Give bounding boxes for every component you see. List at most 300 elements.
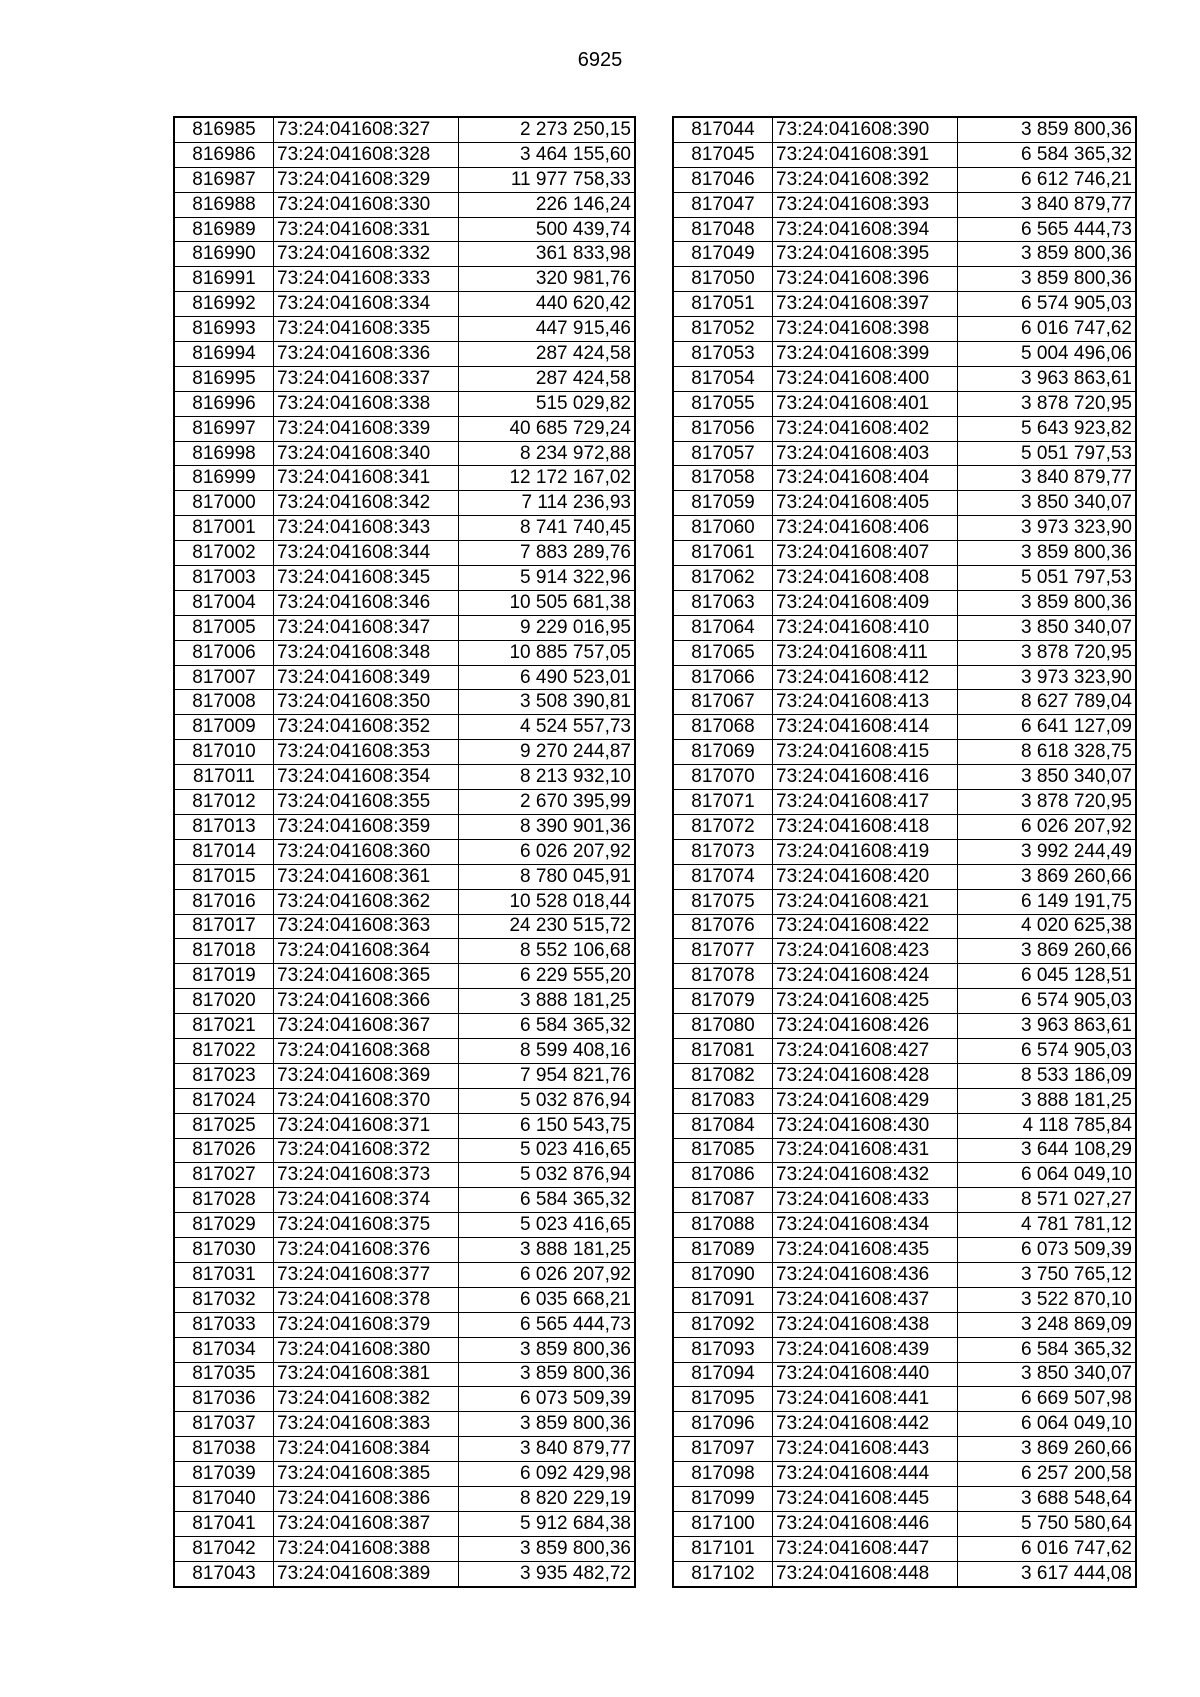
- table-row: [673, 1387, 1136, 1412]
- record-id-cell: 817053: [673, 342, 773, 367]
- record-id-cell: 817072: [673, 814, 773, 839]
- table-row: [673, 889, 1136, 914]
- table-row: [174, 615, 635, 640]
- cadastral-number-cell: 73:24:041608:403: [773, 441, 958, 466]
- table-row: [673, 665, 1136, 690]
- table-row: [174, 864, 635, 889]
- record-id-cell: 816986: [174, 142, 274, 167]
- cadastral-number-cell: 73:24:041608:344: [274, 541, 459, 566]
- record-id-cell: 817049: [673, 242, 773, 267]
- table-row: [673, 1362, 1136, 1387]
- value-cell: 10 505 681,38: [459, 590, 636, 615]
- record-id-cell: 817042: [174, 1536, 274, 1561]
- cadastral-number-cell: 73:24:041608:374: [274, 1188, 459, 1213]
- cadastral-number-cell: 73:24:041608:444: [773, 1462, 958, 1487]
- cadastral-number-cell: 73:24:041608:377: [274, 1262, 459, 1287]
- value-cell: 40 685 729,24: [459, 416, 636, 441]
- table-row: [673, 939, 1136, 964]
- record-id-cell: 817029: [174, 1213, 274, 1238]
- value-cell: 3 878 720,95: [958, 640, 1137, 665]
- value-cell: 3 973 323,90: [958, 516, 1137, 541]
- value-cell: 4 524 557,73: [459, 715, 636, 740]
- cadastral-number-cell: 73:24:041608:383: [274, 1412, 459, 1437]
- table-row: [174, 814, 635, 839]
- value-cell: 8 234 972,88: [459, 441, 636, 466]
- table-row: [174, 117, 635, 142]
- cadastral-number-cell: 73:24:041608:433: [773, 1188, 958, 1213]
- record-id-cell: 816988: [174, 192, 274, 217]
- record-id-cell: 817005: [174, 615, 274, 640]
- table-row: [174, 1138, 635, 1163]
- value-cell: 3 508 390,81: [459, 690, 636, 715]
- record-id-cell: 816990: [174, 242, 274, 267]
- cadastral-number-cell: 73:24:041608:372: [274, 1138, 459, 1163]
- value-cell: 2 670 395,99: [459, 790, 636, 815]
- cadastral-number-cell: 73:24:041608:349: [274, 665, 459, 690]
- table-row: [673, 366, 1136, 391]
- cadastral-number-cell: 73:24:041608:406: [773, 516, 958, 541]
- value-cell: 5 051 797,53: [958, 441, 1137, 466]
- cadastral-number-cell: 73:24:041608:365: [274, 964, 459, 989]
- table-row: [174, 989, 635, 1014]
- record-id-cell: 817024: [174, 1088, 274, 1113]
- cadastral-number-cell: 73:24:041608:371: [274, 1113, 459, 1138]
- record-id-cell: 817021: [174, 1014, 274, 1039]
- cadastral-number-cell: 73:24:041608:410: [773, 615, 958, 640]
- table-row: [174, 466, 635, 491]
- cadastral-number-cell: 73:24:041608:422: [773, 914, 958, 939]
- value-cell: 6 150 543,75: [459, 1113, 636, 1138]
- cadastral-number-cell: 73:24:041608:348: [274, 640, 459, 665]
- value-cell: 6 064 049,10: [958, 1412, 1137, 1437]
- record-id-cell: 817023: [174, 1063, 274, 1088]
- cadastral-number-cell: 73:24:041608:370: [274, 1088, 459, 1113]
- cadastral-number-cell: 73:24:041608:446: [773, 1511, 958, 1536]
- table-row: [673, 1312, 1136, 1337]
- record-id-cell: 817091: [673, 1287, 773, 1312]
- table-row: [673, 790, 1136, 815]
- record-id-cell: 817094: [673, 1362, 773, 1387]
- cadastral-number-cell: 73:24:041608:331: [274, 217, 459, 242]
- cadastral-number-cell: 73:24:041608:416: [773, 765, 958, 790]
- value-cell: 3 869 260,66: [958, 864, 1137, 889]
- value-cell: 5 051 797,53: [958, 566, 1137, 591]
- record-id-cell: 817086: [673, 1163, 773, 1188]
- value-cell: 6 026 207,92: [459, 1262, 636, 1287]
- record-id-cell: 817080: [673, 1014, 773, 1039]
- cadastral-number-cell: 73:24:041608:423: [773, 939, 958, 964]
- value-cell: 6 565 444,73: [459, 1312, 636, 1337]
- value-cell: 6 641 127,09: [958, 715, 1137, 740]
- table-row: [673, 142, 1136, 167]
- record-id-cell: 817095: [673, 1387, 773, 1412]
- cadastral-number-cell: 73:24:041608:420: [773, 864, 958, 889]
- table-row: [673, 1536, 1136, 1561]
- table-row: [673, 1238, 1136, 1263]
- record-id-cell: 817027: [174, 1163, 274, 1188]
- table-row: [673, 1287, 1136, 1312]
- table-row: [174, 1188, 635, 1213]
- cadastral-number-cell: 73:24:041608:355: [274, 790, 459, 815]
- value-cell: 7 954 821,76: [459, 1063, 636, 1088]
- cadastral-number-cell: 73:24:041608:353: [274, 740, 459, 765]
- cadastral-number-cell: 73:24:041608:412: [773, 665, 958, 690]
- table-row: [673, 1412, 1136, 1437]
- record-id-cell: 817041: [174, 1511, 274, 1536]
- table-row: [673, 1038, 1136, 1063]
- value-cell: 3 888 181,25: [459, 989, 636, 1014]
- table-row: [673, 416, 1136, 441]
- record-id-cell: 816994: [174, 342, 274, 367]
- record-id-cell: 817010: [174, 740, 274, 765]
- table-row: [174, 1113, 635, 1138]
- cadastral-number-cell: 73:24:041608:379: [274, 1312, 459, 1337]
- value-cell: 12 172 167,02: [459, 466, 636, 491]
- value-cell: 3 878 720,95: [958, 391, 1137, 416]
- cadastral-number-cell: 73:24:041608:393: [773, 192, 958, 217]
- cadastral-number-cell: 73:24:041608:408: [773, 566, 958, 591]
- value-cell: 6 612 746,21: [958, 167, 1137, 192]
- value-cell: 440 620,42: [459, 292, 636, 317]
- record-id-cell: 817052: [673, 317, 773, 342]
- record-id-cell: 817025: [174, 1113, 274, 1138]
- value-cell: 6 574 905,03: [958, 292, 1137, 317]
- value-cell: 8 618 328,75: [958, 740, 1137, 765]
- record-id-cell: 817066: [673, 665, 773, 690]
- table-row: [673, 814, 1136, 839]
- value-cell: 8 780 045,91: [459, 864, 636, 889]
- record-id-cell: 817074: [673, 864, 773, 889]
- record-id-cell: 817034: [174, 1337, 274, 1362]
- cadastral-number-cell: 73:24:041608:414: [773, 715, 958, 740]
- record-id-cell: 817062: [673, 566, 773, 591]
- table-row: [174, 541, 635, 566]
- left-data-table: [173, 116, 636, 1588]
- table-row: [174, 964, 635, 989]
- table-row: [174, 690, 635, 715]
- cadastral-number-cell: 73:24:041608:389: [274, 1561, 459, 1586]
- record-id-cell: 817045: [673, 142, 773, 167]
- table-row: [174, 1287, 635, 1312]
- cadastral-number-cell: 73:24:041608:333: [274, 267, 459, 292]
- value-cell: 6 565 444,73: [958, 217, 1137, 242]
- cadastral-number-cell: 73:24:041608:337: [274, 366, 459, 391]
- cadastral-number-cell: 73:24:041608:409: [773, 590, 958, 615]
- cadastral-number-cell: 73:24:041608:400: [773, 366, 958, 391]
- table-row: [174, 1262, 635, 1287]
- cadastral-number-cell: 73:24:041608:443: [773, 1437, 958, 1462]
- table-row: [673, 1138, 1136, 1163]
- cadastral-number-cell: 73:24:041608:421: [773, 889, 958, 914]
- table-row: [174, 1238, 635, 1263]
- value-cell: 3 878 720,95: [958, 790, 1137, 815]
- record-id-cell: 817098: [673, 1462, 773, 1487]
- value-cell: 3 888 181,25: [459, 1238, 636, 1263]
- record-id-cell: 817054: [673, 366, 773, 391]
- record-id-cell: 817078: [673, 964, 773, 989]
- record-id-cell: 817092: [673, 1312, 773, 1337]
- value-cell: 500 439,74: [459, 217, 636, 242]
- table-row: [673, 1188, 1136, 1213]
- value-cell: 3 935 482,72: [459, 1561, 636, 1586]
- record-id-cell: 817018: [174, 939, 274, 964]
- value-cell: 3 859 800,36: [958, 541, 1137, 566]
- cadastral-number-cell: 73:24:041608:328: [274, 142, 459, 167]
- cadastral-number-cell: 73:24:041608:432: [773, 1163, 958, 1188]
- record-id-cell: 817096: [673, 1412, 773, 1437]
- record-id-cell: 817044: [673, 117, 773, 142]
- cadastral-number-cell: 73:24:041608:347: [274, 615, 459, 640]
- table-row: [174, 1536, 635, 1561]
- table-row: [673, 964, 1136, 989]
- record-id-cell: 817064: [673, 615, 773, 640]
- cadastral-number-cell: 73:24:041608:439: [773, 1337, 958, 1362]
- table-row: [174, 366, 635, 391]
- table-row: [673, 1337, 1136, 1362]
- record-id-cell: 817067: [673, 690, 773, 715]
- cadastral-number-cell: 73:24:041608:413: [773, 690, 958, 715]
- cadastral-number-cell: 73:24:041608:402: [773, 416, 958, 441]
- value-cell: 3 888 181,25: [958, 1088, 1137, 1113]
- table-row: [174, 1462, 635, 1487]
- table-row: [673, 615, 1136, 640]
- cadastral-number-cell: 73:24:041608:339: [274, 416, 459, 441]
- cadastral-number-cell: 73:24:041608:438: [773, 1312, 958, 1337]
- table-row: [673, 1163, 1136, 1188]
- cadastral-number-cell: 73:24:041608:440: [773, 1362, 958, 1387]
- table-row: [673, 640, 1136, 665]
- record-id-cell: 816993: [174, 317, 274, 342]
- value-cell: 6 574 905,03: [958, 1038, 1137, 1063]
- record-id-cell: 817057: [673, 441, 773, 466]
- record-id-cell: 817013: [174, 814, 274, 839]
- value-cell: 8 741 740,45: [459, 516, 636, 541]
- value-cell: 3 963 863,61: [958, 1014, 1137, 1039]
- cadastral-number-cell: 73:24:041608:334: [274, 292, 459, 317]
- value-cell: 3 973 323,90: [958, 665, 1137, 690]
- record-id-cell: 817085: [673, 1138, 773, 1163]
- cadastral-number-cell: 73:24:041608:361: [274, 864, 459, 889]
- table-row: [673, 1561, 1136, 1586]
- table-row: [673, 441, 1136, 466]
- table-row: [174, 441, 635, 466]
- value-cell: 287 424,58: [459, 342, 636, 367]
- value-cell: 6 026 207,92: [459, 839, 636, 864]
- table-row: [174, 1213, 635, 1238]
- cadastral-number-cell: 73:24:041608:437: [773, 1287, 958, 1312]
- cadastral-number-cell: 73:24:041608:387: [274, 1511, 459, 1536]
- table-row: [673, 914, 1136, 939]
- table-row: [174, 939, 635, 964]
- table-row: [673, 117, 1136, 142]
- table-row: [174, 1063, 635, 1088]
- value-cell: 6 026 207,92: [958, 814, 1137, 839]
- value-cell: 3 869 260,66: [958, 939, 1137, 964]
- value-cell: 3 248 869,09: [958, 1312, 1137, 1337]
- table-row: [174, 1337, 635, 1362]
- value-cell: 3 859 800,36: [459, 1412, 636, 1437]
- record-id-cell: 817055: [673, 391, 773, 416]
- table-row: [174, 1362, 635, 1387]
- table-row: [174, 1312, 635, 1337]
- record-id-cell: 817020: [174, 989, 274, 1014]
- cadastral-number-cell: 73:24:041608:447: [773, 1536, 958, 1561]
- table-row: [174, 416, 635, 441]
- value-cell: 5 912 684,38: [459, 1511, 636, 1536]
- table-row: [673, 242, 1136, 267]
- value-cell: 6 584 365,32: [958, 142, 1137, 167]
- cadastral-number-cell: 73:24:041608:434: [773, 1213, 958, 1238]
- table-row: [174, 1412, 635, 1437]
- value-cell: 6 669 507,98: [958, 1387, 1137, 1412]
- record-id-cell: 817077: [673, 939, 773, 964]
- record-id-cell: 817001: [174, 516, 274, 541]
- table-row: [673, 1213, 1136, 1238]
- table-row: [673, 267, 1136, 292]
- value-cell: 7 883 289,76: [459, 541, 636, 566]
- table-row: [174, 516, 635, 541]
- cadastral-number-cell: 73:24:041608:436: [773, 1262, 958, 1287]
- cadastral-number-cell: 73:24:041608:373: [274, 1163, 459, 1188]
- record-id-cell: 817040: [174, 1486, 274, 1511]
- table-row: [673, 1437, 1136, 1462]
- record-id-cell: 817088: [673, 1213, 773, 1238]
- record-id-cell: 817047: [673, 192, 773, 217]
- record-id-cell: 817009: [174, 715, 274, 740]
- cadastral-number-cell: 73:24:041608:435: [773, 1238, 958, 1263]
- record-id-cell: 817038: [174, 1437, 274, 1462]
- table-row: [673, 864, 1136, 889]
- record-id-cell: 817037: [174, 1412, 274, 1437]
- value-cell: 3 840 879,77: [459, 1437, 636, 1462]
- record-id-cell: 817011: [174, 765, 274, 790]
- cadastral-number-cell: 73:24:041608:394: [773, 217, 958, 242]
- table-row: [673, 715, 1136, 740]
- record-id-cell: 817058: [673, 466, 773, 491]
- record-id-cell: 817083: [673, 1088, 773, 1113]
- cadastral-number-cell: 73:24:041608:396: [773, 267, 958, 292]
- cadastral-number-cell: 73:24:041608:359: [274, 814, 459, 839]
- table-row: [673, 989, 1136, 1014]
- table-row: [174, 1038, 635, 1063]
- table-row: [673, 566, 1136, 591]
- value-cell: 3 963 863,61: [958, 366, 1137, 391]
- table-row: [673, 590, 1136, 615]
- record-id-cell: 817061: [673, 541, 773, 566]
- cadastral-number-cell: 73:24:041608:364: [274, 939, 459, 964]
- value-cell: 3 859 800,36: [958, 590, 1137, 615]
- table-row: [673, 292, 1136, 317]
- table-row: [174, 590, 635, 615]
- cadastral-number-cell: 73:24:041608:376: [274, 1238, 459, 1263]
- value-cell: 3 840 879,77: [958, 466, 1137, 491]
- record-id-cell: 817071: [673, 790, 773, 815]
- table-row: [174, 192, 635, 217]
- record-id-cell: 817069: [673, 740, 773, 765]
- value-cell: 10 528 018,44: [459, 889, 636, 914]
- cadastral-number-cell: 73:24:041608:431: [773, 1138, 958, 1163]
- record-id-cell: 817102: [673, 1561, 773, 1586]
- value-cell: 6 016 747,62: [958, 317, 1137, 342]
- cadastral-number-cell: 73:24:041608:392: [773, 167, 958, 192]
- record-id-cell: 817084: [673, 1113, 773, 1138]
- record-id-cell: 816989: [174, 217, 274, 242]
- record-id-cell: 817068: [673, 715, 773, 740]
- cadastral-number-cell: 73:24:041608:381: [274, 1362, 459, 1387]
- record-id-cell: 817014: [174, 839, 274, 864]
- table-row: [174, 839, 635, 864]
- value-cell: 5 004 496,06: [958, 342, 1137, 367]
- table-row: [673, 342, 1136, 367]
- value-cell: 5 643 923,82: [958, 416, 1137, 441]
- table-row: [174, 1387, 635, 1412]
- record-id-cell: 817059: [673, 491, 773, 516]
- cadastral-number-cell: 73:24:041608:350: [274, 690, 459, 715]
- value-cell: 5 032 876,94: [459, 1163, 636, 1188]
- record-id-cell: 817099: [673, 1486, 773, 1511]
- value-cell: 24 230 515,72: [459, 914, 636, 939]
- record-id-cell: 817081: [673, 1038, 773, 1063]
- value-cell: 515 029,82: [459, 391, 636, 416]
- value-cell: 3 992 244,49: [958, 839, 1137, 864]
- table-row: [174, 566, 635, 591]
- table-row: [174, 1486, 635, 1511]
- record-id-cell: 816987: [174, 167, 274, 192]
- record-id-cell: 817008: [174, 690, 274, 715]
- cadastral-number-cell: 73:24:041608:382: [274, 1387, 459, 1412]
- value-cell: 8 213 932,10: [459, 765, 636, 790]
- table-row: [174, 292, 635, 317]
- cadastral-number-cell: 73:24:041608:342: [274, 491, 459, 516]
- cadastral-number-cell: 73:24:041608:424: [773, 964, 958, 989]
- value-cell: 4 118 785,84: [958, 1113, 1137, 1138]
- record-id-cell: 817032: [174, 1287, 274, 1312]
- value-cell: 3 644 108,29: [958, 1138, 1137, 1163]
- record-id-cell: 816985: [174, 117, 274, 142]
- value-cell: 3 859 800,36: [459, 1536, 636, 1561]
- cadastral-number-cell: 73:24:041608:388: [274, 1536, 459, 1561]
- cadastral-number-cell: 73:24:041608:425: [773, 989, 958, 1014]
- table-row: [673, 1014, 1136, 1039]
- table-row: [673, 690, 1136, 715]
- record-id-cell: 817089: [673, 1238, 773, 1263]
- value-cell: 3 617 444,08: [958, 1561, 1137, 1586]
- value-cell: 4 020 625,38: [958, 914, 1137, 939]
- record-id-cell: 817063: [673, 590, 773, 615]
- record-id-cell: 817022: [174, 1038, 274, 1063]
- value-cell: 3 850 340,07: [958, 765, 1137, 790]
- record-id-cell: 817097: [673, 1437, 773, 1462]
- record-id-cell: 817056: [673, 416, 773, 441]
- cadastral-number-cell: 73:24:041608:418: [773, 814, 958, 839]
- table-row: [174, 1163, 635, 1188]
- record-id-cell: 817043: [174, 1561, 274, 1586]
- value-cell: 6 584 365,32: [459, 1188, 636, 1213]
- value-cell: 5 023 416,65: [459, 1138, 636, 1163]
- record-id-cell: 817007: [174, 665, 274, 690]
- cadastral-number-cell: 73:24:041608:363: [274, 914, 459, 939]
- value-cell: 6 035 668,21: [459, 1287, 636, 1312]
- record-id-cell: 816996: [174, 391, 274, 416]
- record-id-cell: 817026: [174, 1138, 274, 1163]
- value-cell: 6 064 049,10: [958, 1163, 1137, 1188]
- record-id-cell: 817031: [174, 1262, 274, 1287]
- cadastral-number-cell: 73:24:041608:327: [274, 117, 459, 142]
- table-row: [673, 167, 1136, 192]
- cadastral-number-cell: 73:24:041608:426: [773, 1014, 958, 1039]
- value-cell: 6 490 523,01: [459, 665, 636, 690]
- table-row: [673, 839, 1136, 864]
